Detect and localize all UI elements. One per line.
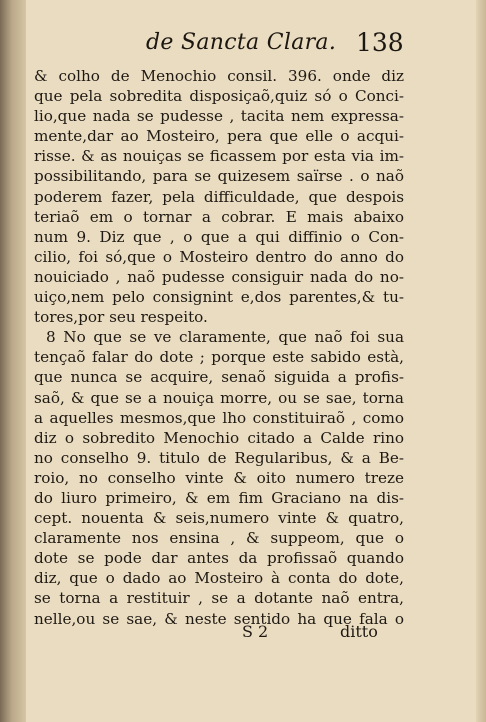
text-line: cept. nouenta & seis,numero vinte & quatro, (34, 509, 404, 528)
binding-gutter (0, 0, 26, 722)
text-line: diz o sobredito Menochio citado a Calde rino (34, 428, 404, 447)
signature-mark: S 2 (242, 622, 269, 641)
text-line: no conselho 9. titulo de Regularibus, & a Be- (34, 448, 404, 467)
paragraph-end-line: tores,por seu respeito. (34, 308, 208, 327)
catchword: ditto (340, 622, 378, 641)
text-line: saõ, & que se a nouiça morre, ou se sae, torna (34, 388, 404, 407)
paragraph-number-line: 8 No que se ve claramente, que naõ foi sua (46, 328, 404, 347)
text-line: poderem fazer, pela difficuldade, que despois (34, 187, 404, 206)
text-line: se torna a restituir , se a dotante naõ entra, (34, 589, 404, 608)
running-title: de Sancta Clara. (146, 30, 337, 55)
text-line: tençaõ falar do dote ; porque este sabido està, (34, 348, 404, 367)
text-line: teriaõ em o tornar a cobrar. E mais abaixo (34, 207, 404, 226)
page-header (0, 28, 486, 58)
text-line: claramente nos ensina , & suppeom, que o (34, 529, 404, 548)
text-line: roio, no conselho vinte & oito numero treze (34, 468, 404, 487)
page-footer (0, 622, 486, 646)
page-edge (476, 0, 486, 722)
text-line: que pela sobredita disposiçaõ,quiz só o Conci- (34, 87, 404, 106)
text-line: a aquelles mesmos,que lho constituiraõ , como (34, 408, 404, 427)
text-line: cilio, foi só,que o Mosteiro dentro do anno do (34, 247, 404, 266)
text-line: dote se pode dar antes da profissaõ quando (34, 549, 404, 568)
text-line: nouiciado , naõ pudesse consiguir nada do no- (34, 267, 404, 286)
text-line: diz, que o dado ao Mosteiro à conta do dote, (34, 569, 404, 588)
body-text (34, 66, 404, 629)
text-line: num 9. Diz que , o que a qui diffinio o Con- (34, 227, 404, 246)
page-number: 138 (356, 28, 404, 57)
text-line: & colho de Menochio consil. 396. onde diz (34, 67, 404, 85)
text-line: nelle,ou se sae, & neste sentido ha que fala o (34, 609, 404, 628)
text-line: mente,dar ao Mosteiro, pera que elle o acqui- (34, 127, 404, 146)
text-line: lio,que nada se pudesse , tacita nem expressa- (34, 107, 404, 126)
text-line: uiço,nem pelo consignint e,dos parentes,& tu- (34, 288, 404, 307)
text-line: possibilitando, para se quizesem saïrse . o naõ (34, 167, 404, 186)
text-line: do liuro primeiro, & em fim Graciano na dis- (34, 488, 404, 507)
text-line: que nunca se acquire, senaõ siguida a profis- (34, 368, 404, 387)
text-line: risse. & as nouiças se ficassem por esta via im- (34, 147, 404, 166)
